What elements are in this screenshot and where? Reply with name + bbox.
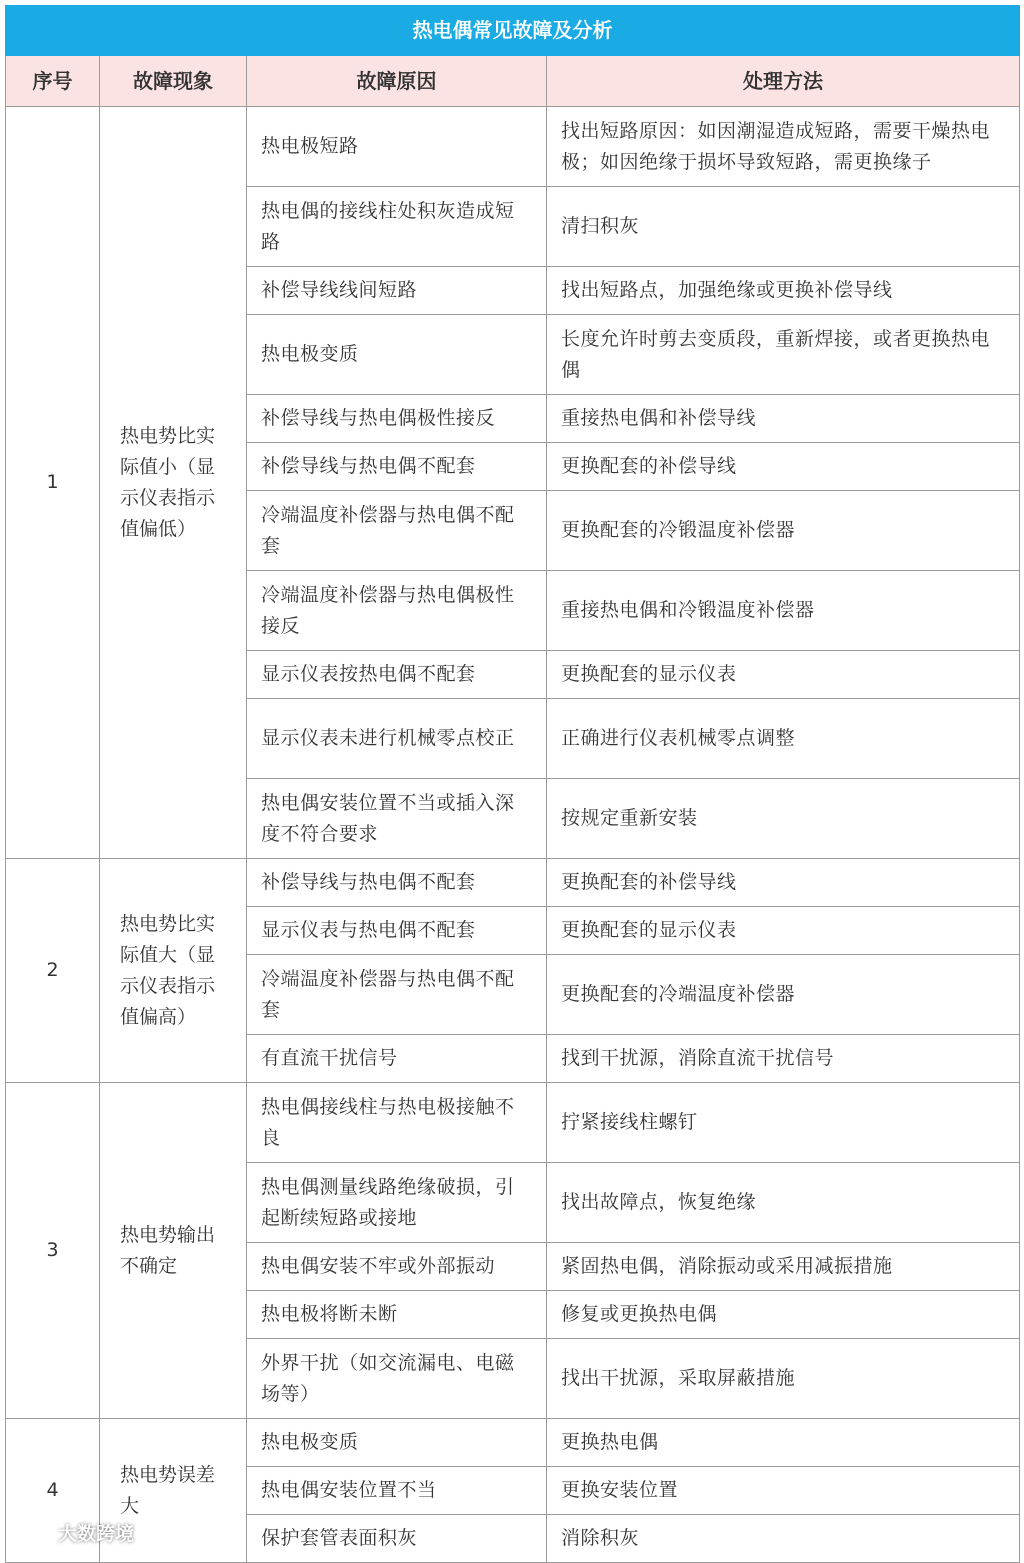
fault-cause: 热电极变质: [247, 1419, 547, 1467]
header-row: [6, 56, 1020, 107]
fault-cause: 冷端温度补偿器与热电偶极性接反: [247, 571, 547, 651]
fault-index: 4: [6, 1419, 100, 1563]
header-fix: 处理方法: [547, 56, 1020, 107]
fault-cause: 热电极变质: [247, 315, 547, 395]
fault-phenomenon: 热电势比实际值小（显示仪表指示值偏低）: [100, 107, 247, 859]
fault-cause: 热电偶安装不牢或外部振动: [247, 1243, 547, 1291]
fault-fix: 正确进行仪表机械零点调整: [547, 699, 1020, 779]
header-phenomenon: 故障现象: [100, 56, 247, 107]
fault-fix: 紧固热电偶，消除振动或采用减振措施: [547, 1243, 1020, 1291]
fault-fix: 更换安装位置: [547, 1467, 1020, 1515]
fault-cause: 外界干扰（如交流漏电、电磁场等）: [247, 1339, 547, 1419]
fault-cause: 热电偶的接线柱处积灰造成短路: [247, 187, 547, 267]
fault-fix: 消除积灰: [547, 1515, 1020, 1563]
fault-phenomenon: 热电势输出不确定: [100, 1083, 247, 1419]
fault-cause: 热电偶测量线路绝缘破损，引起断续短路或接地: [247, 1163, 547, 1243]
fault-cause: 保护套管表面积灰: [247, 1515, 547, 1563]
fault-fix: 找出干扰源，采取屏蔽措施: [547, 1339, 1020, 1419]
fault-table: [5, 5, 1020, 1563]
fault-fix: 清扫积灰: [547, 187, 1020, 267]
header-index: 序号: [6, 56, 100, 107]
fault-cause: 显示仪表按热电偶不配套: [247, 651, 547, 699]
fault-fix: 更换配套的显示仪表: [547, 907, 1020, 955]
fault-cause: 补偿导线与热电偶不配套: [247, 859, 547, 907]
fault-fix: 更换配套的冷端温度补偿器: [547, 955, 1020, 1035]
fault-fix: 更换配套的显示仪表: [547, 651, 1020, 699]
fault-cause: 显示仪表与热电偶不配套: [247, 907, 547, 955]
fault-fix: 更换配套的补偿导线: [547, 859, 1020, 907]
fault-fix: 拧紧接线柱螺钉: [547, 1083, 1020, 1163]
title-row: [6, 6, 1020, 56]
table-row: [6, 107, 1020, 187]
fault-phenomenon: 热电势误差大: [100, 1419, 247, 1563]
watermark-text: 大数跨境: [58, 1522, 135, 1545]
fault-cause: 热电极短路: [247, 107, 547, 187]
fault-cause: 热电偶接线柱与热电极接触不良: [247, 1083, 547, 1163]
fault-fix: 更换配套的补偿导线: [547, 443, 1020, 491]
fault-fix: 修复或更换热电偶: [547, 1291, 1020, 1339]
table-row: [6, 1083, 1020, 1163]
fault-index: 1: [6, 107, 100, 859]
fault-fix: 更换配套的冷锻温度补偿器: [547, 491, 1020, 571]
table-row: [6, 859, 1020, 907]
header-cause: 故障原因: [247, 56, 547, 107]
fault-fix: 重接热电偶和补偿导线: [547, 395, 1020, 443]
fault-cause: 热电极将断未断: [247, 1291, 547, 1339]
fault-fix: 按规定重新安装: [547, 779, 1020, 859]
watermark: [8, 1518, 134, 1546]
fault-index: 3: [6, 1083, 100, 1419]
fault-fix: 找出短路原因：如因潮湿造成短路，需要干燥热电极；如因绝缘于损坏导致短路，需更换缘子: [547, 107, 1020, 187]
fault-table-container: [5, 5, 1019, 1563]
table-title: 热电偶常见故障及分析: [6, 6, 1020, 56]
watermark-logo-icon: [8, 1519, 54, 1545]
fault-fix: 长度允许时剪去变质段，重新焊接，或者更换热电偶: [547, 315, 1020, 395]
fault-index: 2: [6, 859, 100, 1083]
fault-phenomenon: 热电势比实际值大（显示仪表指示值偏高）: [100, 859, 247, 1083]
fault-cause: 热电偶安装位置不当: [247, 1467, 547, 1515]
table-body: [6, 107, 1020, 1563]
fault-fix: 重接热电偶和冷锻温度补偿器: [547, 571, 1020, 651]
fault-fix: 找出故障点，恢复绝缘: [547, 1163, 1020, 1243]
fault-cause: 热电偶安装位置不当或插入深度不符合要求: [247, 779, 547, 859]
fault-cause: 补偿导线与热电偶极性接反: [247, 395, 547, 443]
fault-fix: 找到干扰源，消除直流干扰信号: [547, 1035, 1020, 1083]
fault-fix: 找出短路点，加强绝缘或更换补偿导线: [547, 267, 1020, 315]
fault-fix: 更换热电偶: [547, 1419, 1020, 1467]
fault-cause: 冷端温度补偿器与热电偶不配套: [247, 955, 547, 1035]
fault-cause: 有直流干扰信号: [247, 1035, 547, 1083]
fault-cause: 显示仪表未进行机械零点校正: [247, 699, 547, 779]
fault-cause: 补偿导线线间短路: [247, 267, 547, 315]
fault-cause: 补偿导线与热电偶不配套: [247, 443, 547, 491]
table-row: [6, 1419, 1020, 1467]
fault-cause: 冷端温度补偿器与热电偶不配套: [247, 491, 547, 571]
